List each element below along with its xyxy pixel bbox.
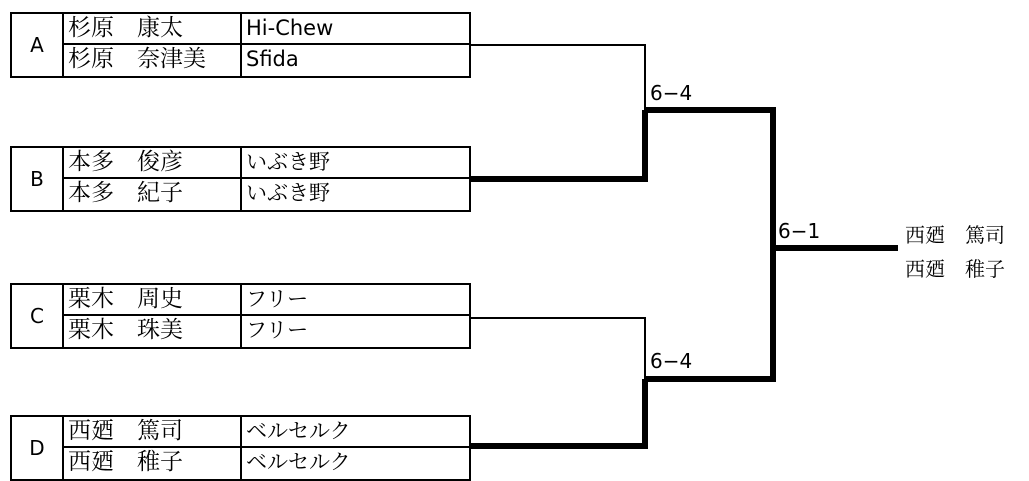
champion-player-2: 西廼 稚子: [905, 257, 1005, 281]
team-d: [10, 415, 471, 481]
score-semifinal-top: 6−4: [650, 81, 693, 105]
player-name: 西廼 稚子: [64, 448, 242, 479]
player-club: Hi-Chew: [246, 16, 334, 40]
team-player-row: [64, 285, 469, 316]
team-player-row: [64, 417, 469, 448]
player-name: 栗木 珠美: [64, 316, 242, 347]
seed-label: B: [12, 148, 64, 210]
line-d-winner: [471, 379, 645, 446]
team-b: [10, 146, 471, 212]
team-player-row: [64, 45, 469, 76]
seed-label: C: [12, 285, 64, 347]
player-club: いぶき野: [246, 181, 330, 205]
player-name: 本多 俊彦: [64, 148, 242, 177]
team-player-row: [64, 179, 469, 210]
line-top-winner: [645, 110, 773, 248]
line-c: [471, 318, 645, 379]
player-club: ベルセルク: [246, 419, 351, 443]
team-player-row: [64, 316, 469, 347]
player-name: 栗木 周史: [64, 285, 242, 314]
player-club: フリー: [246, 318, 309, 342]
player-club: フリー: [246, 287, 309, 311]
score-semifinal-bottom: 6−4: [650, 349, 693, 373]
score-final: 6−1: [778, 219, 821, 243]
player-name: 本多 紀子: [64, 179, 242, 210]
player-club: Sfida: [246, 47, 299, 71]
line-b-winner: [471, 110, 645, 179]
team-player-row: [64, 148, 469, 179]
team-player-row: [64, 448, 469, 479]
line-a: [471, 45, 645, 110]
seed-label: D: [12, 417, 64, 479]
team-a: [10, 12, 471, 78]
team-player-row: [64, 14, 469, 45]
champion-player-1: 西廼 篤司: [905, 223, 1005, 247]
team-c: [10, 283, 471, 349]
player-name: 杉原 奈津美: [64, 45, 242, 76]
player-club: いぶき野: [246, 150, 330, 174]
player-name: 西廼 篤司: [64, 417, 242, 446]
player-name: 杉原 康太: [64, 14, 242, 43]
seed-label: A: [12, 14, 64, 76]
player-club: ベルセルク: [246, 450, 351, 474]
